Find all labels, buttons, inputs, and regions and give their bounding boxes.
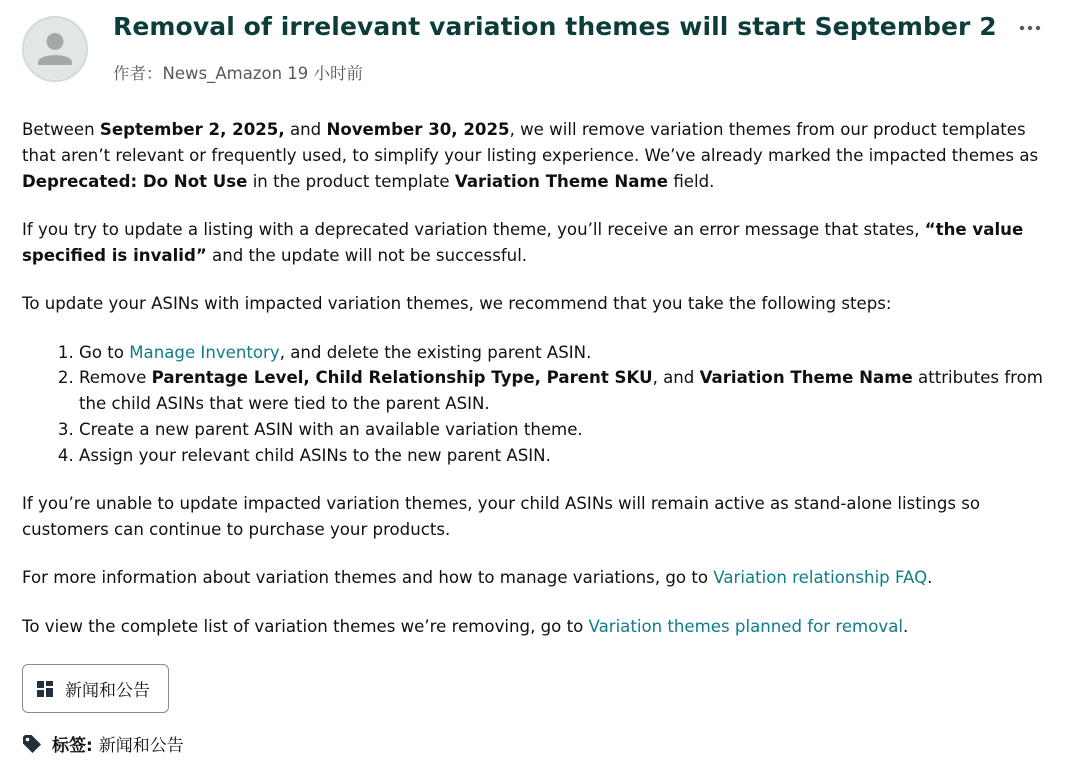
grid-icon	[37, 681, 53, 697]
text: For more information about variation themes and how to manage variations, go to	[22, 568, 714, 588]
text: and	[284, 120, 327, 139]
tags-label: 标签:	[52, 736, 93, 756]
paragraph-fallback: If you’re unable to update impacted variation themes, your child ASINs will remain active as stand-alone listings so customers can continue to purchase your products.	[22, 494, 981, 539]
text: in the product template	[247, 171, 455, 191]
post-body	[22, 117, 1058, 662]
list-item	[79, 340, 1058, 366]
post-meta: 作者：News_Amazon 19 小时前	[113, 64, 364, 83]
paragraph-removal-list	[22, 614, 1058, 640]
bold-text: Parentage Level, Child Relationship Type, Parent SKU	[151, 368, 653, 388]
more-options-icon[interactable]	[1018, 20, 1042, 36]
text: To view the complete list of variation themes we’re removing, go to	[22, 616, 589, 636]
user-avatar-icon	[24, 18, 86, 80]
text: .	[927, 568, 933, 588]
bold-text: September 2, 2025,	[99, 120, 285, 139]
text: and the update will not be successful.	[206, 245, 528, 265]
text: field.	[668, 171, 715, 191]
paragraph-more-info	[22, 565, 1058, 591]
list-item	[79, 365, 1058, 417]
text: Between	[22, 120, 100, 139]
variation-faq-link[interactable]: Variation relationship FAQ	[713, 568, 928, 588]
list-item: 4. Assign your relevant child ASINs to the new parent ASIN.	[79, 443, 1058, 469]
paragraph-steps-intro: To update your ASINs with impacted variation themes, we recommend that you take the following steps:	[22, 294, 892, 314]
text: Remove	[79, 368, 152, 388]
bold-text: Variation Theme Name	[699, 368, 913, 388]
text: If you try to update a listing with a deprecated variation theme, you’ll receive an error message that states,	[22, 219, 925, 239]
bold-text: November 30, 2025	[326, 120, 510, 139]
paragraph-error	[22, 217, 1058, 269]
post-title: Removal of irrelevant variation themes will start September 2	[113, 12, 997, 41]
text: , we will remove variation themes from our product templates that aren’t relevant or frequently used, to simplify your listing experience. We’ve already marked the impacted themes as	[22, 120, 1039, 165]
bold-text: Variation Theme Name	[454, 171, 669, 191]
category-button[interactable]	[22, 664, 169, 713]
manage-inventory-link[interactable]: Manage Inventory	[129, 342, 280, 362]
text: , and delete the existing parent ASIN.	[279, 342, 592, 362]
avatar[interactable]	[22, 16, 88, 82]
tag-link[interactable]: 新闻和公告	[98, 736, 184, 756]
paragraph-intro	[22, 117, 1058, 194]
text: attributes from the child ASINs that were tied to the parent ASIN.	[79, 368, 1043, 414]
text: .	[902, 616, 909, 636]
tag-icon	[22, 734, 42, 754]
text: Go to	[79, 342, 130, 362]
list-item: 3. Create a new parent ASIN with an available variation theme.	[79, 417, 1058, 443]
bold-text: “the value specified is invalid”	[22, 219, 1024, 265]
text: , and	[652, 368, 700, 388]
bold-text: Deprecated: Do Not Use	[22, 171, 248, 191]
themes-removal-link[interactable]: Variation themes planned for removal	[588, 616, 903, 636]
steps-list	[22, 340, 1058, 469]
category-button-label: 新闻和公告	[65, 681, 150, 701]
tags-row	[22, 731, 184, 756]
